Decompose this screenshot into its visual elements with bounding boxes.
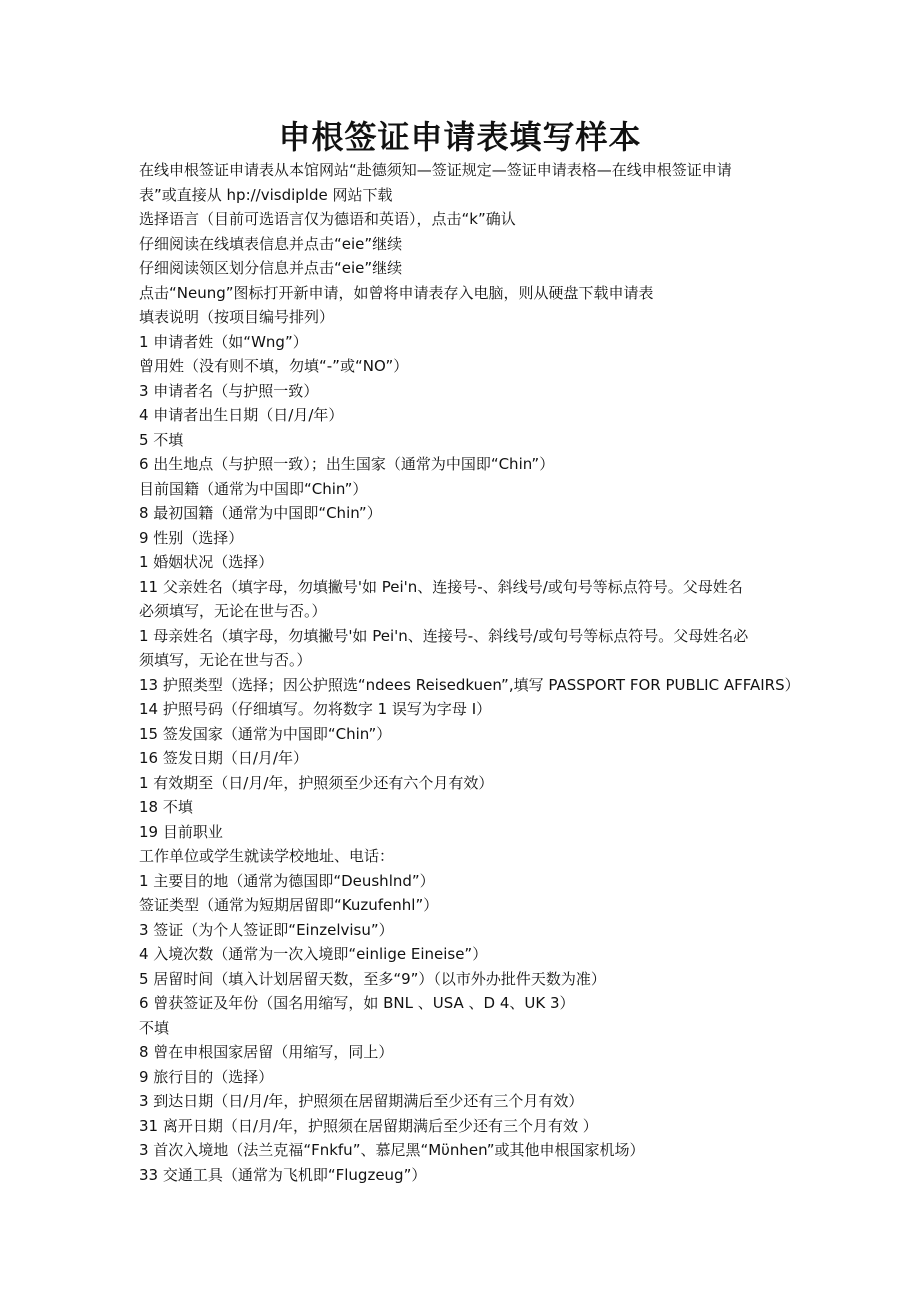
text-line: 3 申请者名（与护照一致） (139, 381, 319, 400)
document-body (139, 158, 799, 1187)
text-line: 33 交通工具（通常为飞机即“Flugzeug”） (139, 1165, 427, 1184)
text-line: 1 主要目的地（通常为德国即“Deushlnd”） (139, 871, 435, 890)
text-line: 在线申根签证申请表从本馆网站“赴德须知—签证规定—签证申请表格—在线申根签证申请 (139, 161, 732, 179)
text-line: 点击“Neung”图标打开新申请，如曾将申请表存入电脑，则从硬盘下载申请表 (139, 283, 654, 302)
text-line: 3 到达日期（日/月/年，护照须在居留期满后至少还有三个月有效） (139, 1092, 584, 1110)
text-line: 必须填写，无论在世与否。） (139, 602, 327, 620)
text-line: 18 不填 (139, 798, 193, 816)
text-line: 5 居留时间（填入计划居留天数，至多“9”）（以市外办批件天数为准） (139, 969, 606, 988)
text-line: 曾用姓（没有则不填，勿填“-”或“NO”） (139, 357, 409, 375)
text-line: 不填 (139, 1018, 170, 1037)
text-line: 11 父亲姓名（填字母，勿填撇号'如 Pei'n、连接号-、斜线号/或句号等标点符号。父母姓名 (139, 577, 743, 596)
text-line: 仔细阅读在线填表信息并点击“eie”继续 (139, 234, 403, 253)
text-line: 签证类型（通常为短期居留即“Kuzufenhl”） (139, 896, 439, 914)
text-line: 3 首次入境地（法兰克福“Fnkfu”、慕尼黑“Mϋnhen”或其他申根国家机场） (139, 1141, 645, 1159)
text-line: 19 目前职业 (139, 822, 223, 841)
text-line: 14 护照号码（仔细填写。勿将数字 1 误写为字母 I） (139, 700, 492, 718)
text-line: 4 入境次数（通常为一次入境即“einlige Eineise”） (139, 945, 488, 963)
text-line: 6 出生地点（与护照一致）；出生国家（通常为中国即“Chin”） (139, 455, 555, 473)
document-title: 申根签证申请表填写样本 (278, 118, 642, 156)
text-line: 9 性别（选择） (139, 528, 244, 547)
text-line: 1 有效期至（日/月/年，护照须至少还有六个月有效） (139, 773, 494, 792)
text-line: 4 申请者出生日期（日/月/年） (139, 406, 344, 424)
text-line: 16 签发日期（日/月/年） (139, 749, 308, 767)
text-line: 表”或直接从 hp://visdiplde 网站下载 (139, 185, 393, 204)
text-line: 1 申请者姓（如“Wng”） (139, 332, 308, 351)
text-line: 31 离开日期（日/月/年，护照须在居留期满后至少还有三个月有效 ） (139, 1116, 598, 1135)
text-line: 1 母亲姓名（填字母，勿填撇号'如 Pei'n、连接号-、斜线号/或句号等标点符号。父母姓名必 (139, 626, 749, 645)
text-line: 15 签发国家（通常为中国即“Chin”） (139, 724, 392, 743)
text-line: 8 曾在申根国家居留（用缩写，同上） (139, 1043, 394, 1061)
text-line: 目前国籍（通常为中国即“Chin”） (139, 479, 368, 498)
text-line: 13 护照类型（选择；因公护照选“ndees Reisedkuen”,填写 PASSPORT FOR PUBLIC AFFAIRS） (139, 675, 800, 694)
text-line: 5 不填 (139, 430, 184, 449)
text-line: 填表说明（按项目编号排列） (139, 308, 335, 326)
text-line: 须填写，无论在世与否。） (139, 651, 312, 669)
text-line: 3 签证（为个人签证即“Einzelvisu”） (139, 920, 394, 939)
text-line: 仔细阅读领区划分信息并点击“eie”继续 (139, 259, 403, 277)
text-line: 选择语言（目前可选语言仅为德语和英语），点击“k”确认 (139, 210, 516, 228)
text-line: 6 曾获签证及年份（国名用缩写，如 BNL 、USA 、D 4、UK 3） (139, 994, 575, 1012)
text-line: 1 婚姻状况（选择） (139, 553, 274, 571)
text-line: 工作单位或学生就读学校地址、电话： (139, 847, 395, 865)
text-line: 8 最初国籍（通常为中国即“Chin”） (139, 504, 382, 522)
text-line: 9 旅行目的（选择） (139, 1067, 274, 1086)
